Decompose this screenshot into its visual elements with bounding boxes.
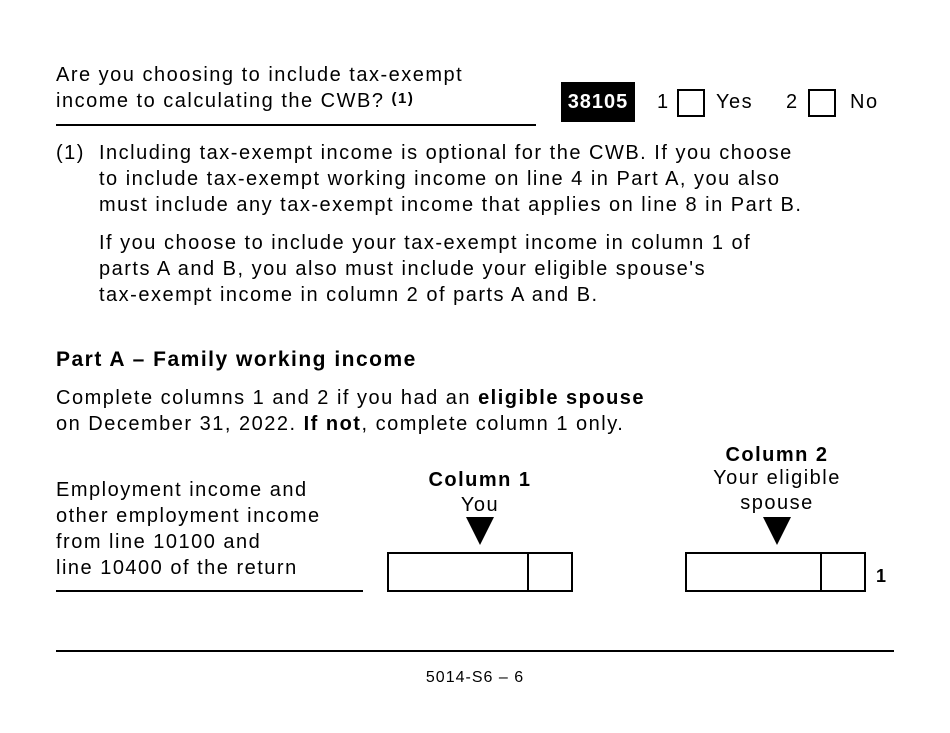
row1-line-number: 1	[876, 566, 888, 586]
part-a-heading: Part A – Family working income	[56, 348, 417, 371]
row1-label-line2: other employment income	[56, 505, 321, 527]
line-code-badge: 38105	[561, 82, 635, 122]
row1-label-underline	[56, 590, 363, 592]
footnote-para2-line3: tax-exempt income in column 2 of parts A and B.	[99, 284, 599, 306]
column2-subtitle-line1: Your eligible	[713, 467, 841, 489]
question-text: income to calculating the CWB?	[56, 90, 385, 112]
column2-title: Column 2	[725, 444, 829, 466]
question-line-1: Are you choosing to include tax-exempt	[56, 64, 464, 86]
question-underline	[56, 124, 536, 126]
column2-amount-field[interactable]	[685, 552, 866, 592]
column2-cents-field[interactable]	[820, 554, 864, 590]
footnote-para2-line2: parts A and B, you also must include your eligible spouse's	[99, 258, 707, 280]
column1-amount-field[interactable]	[387, 552, 573, 592]
option-no-label: No	[850, 91, 879, 113]
no-checkbox[interactable]	[808, 89, 836, 117]
footnote-para2-line1: If you choose to include your tax-exempt income in column 1 of	[99, 232, 752, 254]
question-line-2	[56, 88, 414, 116]
row1-label-line3: from line 10100 and	[56, 531, 262, 553]
option-yes-number: 1	[657, 91, 670, 113]
intro-line2-rest: , complete column 1 only.	[361, 413, 625, 435]
option-no-number: 2	[786, 91, 799, 113]
footnote-para1-line3: must include any tax-exempt income that applies on line 8 in Part B.	[99, 194, 803, 216]
column1-arrow-icon	[466, 517, 494, 545]
intro-line2-text: on December 31, 2022.	[56, 413, 304, 435]
column1-subtitle: You	[460, 494, 500, 516]
row1-label-line4: line 10400 of the return	[56, 557, 298, 579]
footnote-ref: (1)	[391, 90, 415, 107]
intro-line1-text: Complete columns 1 and 2 if you had an	[56, 387, 479, 409]
footer-rule	[56, 650, 894, 652]
column1-title: Column 1	[428, 469, 532, 491]
column2-subtitle-line2: spouse	[740, 492, 814, 514]
column1-cents-field[interactable]	[527, 554, 571, 590]
intro-if-not: If not	[303, 413, 362, 435]
intro-eligible-spouse: eligible spouse	[478, 387, 646, 409]
option-yes-label: Yes	[716, 91, 754, 113]
part-a-intro-line2	[56, 411, 624, 437]
yes-checkbox[interactable]	[677, 89, 705, 117]
footnote-marker: (1)	[56, 142, 85, 164]
footnote-para1-line2: to include tax-exempt working income on line 4 in Part A, you also	[99, 168, 781, 190]
row1-label-line1: Employment income and	[56, 479, 308, 501]
part-a-intro-line1	[56, 385, 645, 411]
page-label: 5014-S6 – 6	[425, 669, 525, 686]
column2-arrow-icon	[763, 517, 791, 545]
footnote-para1-line1: Including tax-exempt income is optional for the CWB. If you choose	[99, 142, 793, 164]
